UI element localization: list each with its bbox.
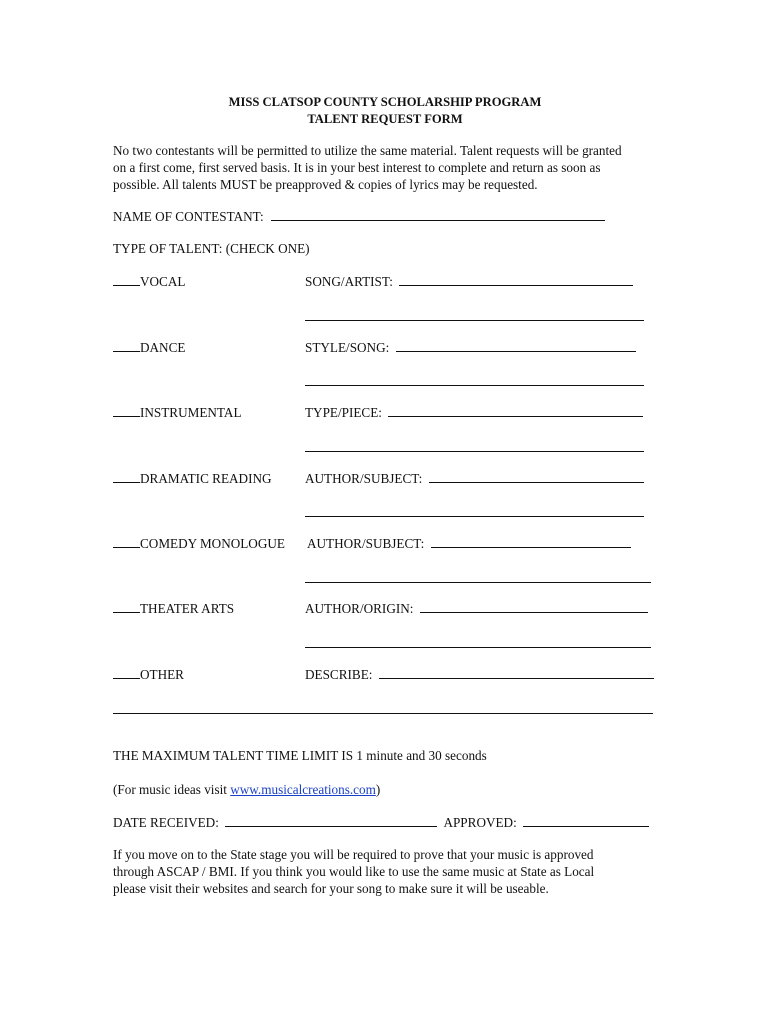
state-note-line: If you move on to the State stage you will be required to prove that your music is approved	[113, 847, 594, 862]
time-limit-note: THE MAXIMUM TALENT TIME LIMIT IS 1 minute and 30 seconds	[113, 748, 487, 763]
theater-origin-field[interactable]	[420, 601, 648, 613]
instrumental-label: INSTRUMENTAL	[140, 405, 242, 420]
talent-option-other	[113, 666, 184, 683]
state-note-paragraph	[113, 846, 673, 897]
type-piece-extra-line[interactable]	[305, 451, 644, 452]
form-subtitle: TALENT REQUEST FORM	[307, 112, 463, 126]
contestant-name-row	[113, 208, 605, 225]
talent-option-vocal	[113, 273, 185, 290]
talent-option-instrumental	[113, 404, 242, 421]
describe-label: DESCRIBE:	[305, 667, 373, 682]
approved-label: APPROVED:	[443, 815, 517, 830]
comedy-author-row	[307, 535, 631, 552]
music-ideas-suffix: )	[375, 782, 381, 797]
state-note-line: through ASCAP / BMI. If you think you would like to use the same music at State as Local	[113, 864, 595, 879]
song-artist-label: SONG/ARTIST:	[305, 274, 393, 289]
other-checkbox[interactable]	[113, 667, 140, 679]
comedy-monologue-checkbox[interactable]	[113, 536, 140, 548]
state-note-line: please visit their websites and search for your song to make sure it will be useable.	[113, 881, 549, 896]
vocal-checkbox[interactable]	[113, 274, 140, 286]
dance-label: DANCE	[140, 340, 186, 355]
song-artist-field[interactable]	[399, 274, 633, 286]
dramatic-author-label: AUTHOR/SUBJECT:	[305, 471, 423, 486]
intro-line: on a first come, first served basis. It is in your best interest to complete and return as soon as	[113, 160, 601, 175]
intro-line: possible. All talents MUST be preapproved & copies of lyrics may be requested.	[113, 177, 538, 192]
comedy-author-field[interactable]	[431, 536, 631, 548]
style-song-row	[305, 339, 636, 356]
theater-origin-row	[305, 600, 648, 617]
other-label: OTHER	[140, 667, 184, 682]
song-artist-row	[305, 273, 633, 290]
style-song-extra-line[interactable]	[305, 385, 644, 386]
date-received-label: DATE RECEIVED:	[113, 815, 219, 830]
theater-arts-label: THEATER ARTS	[140, 601, 235, 616]
intro-paragraph	[113, 142, 673, 193]
comedy-author-extra-line[interactable]	[305, 582, 651, 583]
describe-field[interactable]	[379, 667, 654, 679]
talent-option-comedy-monologue	[113, 535, 285, 552]
talent-option-dance	[113, 339, 185, 356]
dramatic-author-row	[305, 470, 644, 487]
describe-row	[305, 666, 654, 683]
style-song-field[interactable]	[396, 340, 636, 352]
theater-origin-extra-line[interactable]	[305, 647, 651, 648]
music-ideas-note	[113, 781, 380, 798]
dramatic-author-field[interactable]	[429, 471, 644, 483]
intro-line: No two contestants will be permitted to utilize the same material. Talent requests will be granted	[113, 143, 622, 158]
comedy-author-label: AUTHOR/SUBJECT:	[307, 536, 425, 551]
vocal-label: VOCAL	[140, 274, 186, 289]
type-piece-field[interactable]	[388, 405, 643, 417]
dance-checkbox[interactable]	[113, 340, 140, 352]
instrumental-checkbox[interactable]	[113, 405, 140, 417]
theater-arts-checkbox[interactable]	[113, 601, 140, 613]
talent-option-dramatic-reading	[113, 470, 272, 487]
music-ideas-prefix: (For music ideas visit	[113, 782, 231, 797]
style-song-label: STYLE/SONG:	[305, 340, 390, 355]
talent-option-theater-arts	[113, 600, 234, 617]
talent-type-label: TYPE OF TALENT: (CHECK ONE)	[113, 241, 310, 256]
type-piece-row	[305, 404, 643, 421]
dramatic-reading-checkbox[interactable]	[113, 471, 140, 483]
contestant-name-label: NAME OF CONTESTANT:	[113, 209, 264, 224]
contestant-name-field[interactable]	[271, 209, 605, 221]
describe-extra-line[interactable]	[113, 713, 653, 714]
type-piece-label: TYPE/PIECE:	[305, 405, 382, 420]
date-received-field[interactable]	[225, 815, 437, 827]
dramatic-author-extra-line[interactable]	[305, 516, 644, 517]
comedy-monologue-label: COMEDY MONOLOGUE	[140, 536, 285, 551]
musical-creations-link[interactable]: www.musicalcreations.com	[230, 782, 376, 797]
approved-field[interactable]	[523, 815, 649, 827]
dramatic-reading-label: DRAMATIC READING	[140, 471, 272, 486]
office-use-row	[113, 814, 649, 831]
song-artist-extra-line[interactable]	[305, 320, 644, 321]
form-title: MISS CLATSOP COUNTY SCHOLARSHIP PROGRAM	[228, 95, 542, 109]
theater-origin-label: AUTHOR/ORIGIN:	[305, 601, 414, 616]
